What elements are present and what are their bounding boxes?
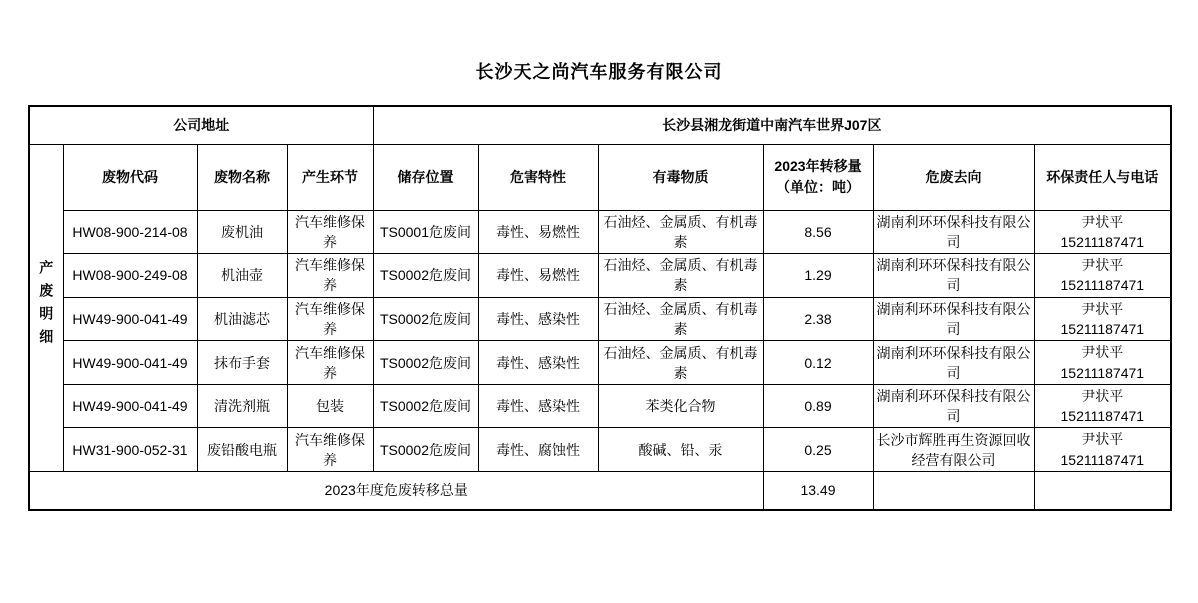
company-address-row [29,106,1171,144]
cell-transfer-amount: 0.12 [763,341,873,385]
cell-contact [1034,384,1171,428]
contact-phone: 15211187471 [1060,408,1145,425]
cell-transfer-amount: 8.56 [763,210,873,254]
cell-hazard-property: 毒性、易燃性 [478,254,598,298]
side-label-waste-detail [29,144,63,472]
header-toxic-substance: 有毒物质 [598,144,763,210]
header-hazard-property: 危害特性 [478,144,598,210]
cell-waste-code: HW31-900-052-31 [63,428,197,472]
cell-contact [1034,254,1171,298]
cell-hazard-property: 毒性、感染性 [478,341,598,385]
header-destination: 危废去向 [873,144,1034,210]
cell-production-stage: 汽车维修保养 [287,297,373,341]
table-row [29,210,1171,254]
contact-phone: 15211187471 [1060,277,1145,294]
cell-transfer-amount: 0.25 [763,428,873,472]
company-address-label: 公司地址 [29,106,373,144]
total-destination-empty [873,472,1034,510]
cell-waste-code: HW08-900-214-08 [63,210,197,254]
total-row [29,472,1171,510]
header-waste-name: 废物名称 [197,144,287,210]
table-row [29,297,1171,341]
total-contact-empty [1034,472,1171,510]
cell-production-stage: 汽车维修保养 [287,254,373,298]
cell-waste-name: 清洗剂瓶 [197,384,287,428]
table-row [29,341,1171,385]
table-row [29,428,1171,472]
cell-production-stage: 汽车维修保养 [287,210,373,254]
contact-phone: 15211187471 [1060,364,1145,381]
contact-name: 尹状平 [1081,213,1124,230]
cell-contact [1034,210,1171,254]
cell-toxic-substance: 酸碱、铅、汞 [598,428,763,472]
cell-toxic-substance: 石油烃、金属质、有机毒素 [598,210,763,254]
cell-destination: 湖南利环环保科技有限公司 [873,297,1034,341]
cell-contact [1034,428,1171,472]
cell-transfer-amount: 0.89 [763,384,873,428]
cell-contact [1034,341,1171,385]
cell-storage-location: TS0002危废间 [373,254,478,298]
table-row [29,254,1171,298]
header-transfer-amount [763,144,873,210]
cell-waste-name: 抹布手套 [197,341,287,385]
cell-hazard-property: 毒性、感染性 [478,297,598,341]
cell-toxic-substance: 石油烃、金属质、有机毒素 [598,341,763,385]
header-contact: 环保责任人与电话 [1034,144,1171,210]
hazardous-waste-table [28,105,1172,511]
page-title: 长沙天之尚汽车服务有限公司 [475,62,723,82]
cell-hazard-property: 毒性、易燃性 [478,210,598,254]
cell-destination: 湖南利环环保科技有限公司 [873,341,1034,385]
cell-destination: 长沙市辉胜再生资源回收经营有限公司 [873,428,1034,472]
cell-toxic-substance: 苯类化合物 [598,384,763,428]
cell-storage-location: TS0002危废间 [373,428,478,472]
cell-production-stage: 汽车维修保养 [287,428,373,472]
cell-waste-code: HW49-900-041-49 [63,341,197,385]
cell-destination: 湖南利环环保科技有限公司 [873,254,1034,298]
contact-phone: 15211187471 [1060,233,1145,250]
contact-name: 尹状平 [1081,387,1124,404]
total-amount: 13.49 [763,472,873,510]
header-transfer-amount-line1: 2023年转移量 [774,158,862,174]
contact-name: 尹状平 [1081,300,1124,317]
table-header-row [29,144,1171,210]
cell-storage-location: TS0002危废间 [373,297,478,341]
header-storage-location: 储存位置 [373,144,478,210]
contact-phone: 15211187471 [1060,320,1145,337]
header-waste-code: 废物代码 [63,144,197,210]
cell-waste-code: HW49-900-041-49 [63,297,197,341]
cell-destination: 湖南利环环保科技有限公司 [873,384,1034,428]
cell-waste-name: 废机油 [197,210,287,254]
header-transfer-amount-line2: （单位：吨） [776,179,860,195]
cell-storage-location: TS0002危废间 [373,341,478,385]
header-production-stage: 产生环节 [287,144,373,210]
total-label: 2023年度危废转移总量 [29,472,763,510]
cell-hazard-property: 毒性、腐蚀性 [478,428,598,472]
table-row [29,384,1171,428]
cell-transfer-amount: 2.38 [763,297,873,341]
side-label-text: 产废明细 [38,260,55,353]
contact-name: 尹状平 [1081,431,1124,448]
cell-waste-name: 机油壶 [197,254,287,298]
cell-toxic-substance: 石油烃、金属质、有机毒素 [598,297,763,341]
cell-contact [1034,297,1171,341]
contact-phone: 15211187471 [1060,451,1145,468]
cell-waste-name: 废铅酸电瓶 [197,428,287,472]
cell-waste-code: HW08-900-249-08 [63,254,197,298]
cell-destination: 湖南利环环保科技有限公司 [873,210,1034,254]
cell-production-stage: 汽车维修保养 [287,341,373,385]
cell-toxic-substance: 石油烃、金属质、有机毒素 [598,254,763,298]
contact-name: 尹状平 [1081,257,1124,274]
cell-transfer-amount: 1.29 [763,254,873,298]
cell-storage-location: TS0001危废间 [373,210,478,254]
cell-waste-name: 机油滤芯 [197,297,287,341]
contact-name: 尹状平 [1081,344,1124,361]
cell-production-stage: 包装 [287,384,373,428]
cell-storage-location: TS0002危废间 [373,384,478,428]
cell-waste-code: HW49-900-041-49 [63,384,197,428]
company-address-value: 长沙县湘龙街道中南汽车世界J07区 [373,106,1171,144]
cell-hazard-property: 毒性、感染性 [478,384,598,428]
